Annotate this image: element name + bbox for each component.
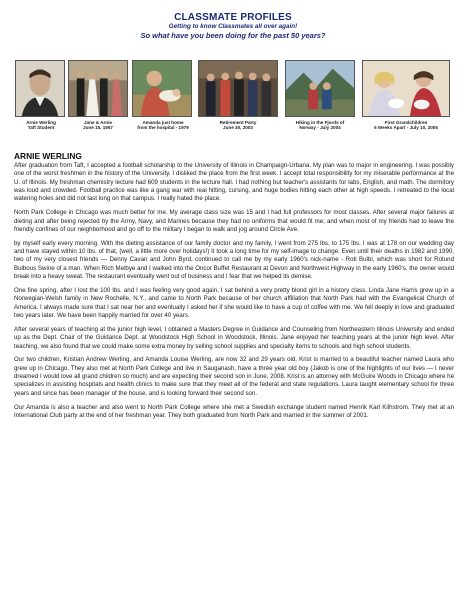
photo-strip <box>11 60 457 142</box>
page-question: So what have you been doing for the past 50 years? <box>140 30 326 40</box>
photo-taft-student <box>15 60 65 117</box>
profile-paragraph: One fine spring, after I lost the 100 lbs. and I was feeling very good again, I sat behind a very pretty blond girl in a history class. Linda Jane Harris grew up in a Norwegian-Welsh family in New Rochelle, N.Y., and came to North Park because of her church affiliation that North Park had with the Evangelical Church of America. I always made sure that I sat near her and eventually I asked her if she would like to have a cup of coffee with me. We fell deeply in love and graduated two years later. We have been happily married for over 40 years. <box>14 286 454 319</box>
profile-body <box>14 151 454 420</box>
photo-grandchildren <box>362 60 450 117</box>
photo-wedding <box>68 60 128 117</box>
photo-amanda-baby <box>132 60 192 117</box>
page-header <box>0 12 466 40</box>
profile-paragraph: North Park College in Chicago was much better for me. My average class size was 15 and I had full professors for most classes. After several major failures at dieting and after being rejected by the Army, Navy, and Marines because they had no uniforms that would fit me; and when most of my friends had to leave the friendly confines of our neighborhood and go off to the military I began to walk and jog around Circle Ave. <box>14 209 454 233</box>
page-title: CLASSMATE PROFILES <box>174 12 292 23</box>
photo-caption: Retirement Party June 30, 2003 <box>219 120 257 131</box>
page-subtitle: Getting to know Classmates all over again! <box>168 23 298 30</box>
photo-caption: Jane & Arnie June 15, 1957 <box>83 120 113 131</box>
profile-paragraph: Our Amanda is also a teacher and also went to North Park College where she met a Swedish exchange student named Henrik Karl Kilhstrom. They met at an International Club party at the end of her freshman year. They both graduated from North Park and married in the summer of 2001. <box>14 403 454 419</box>
photo-caption: Hiking in the Fjords of Norway - July 2004 <box>295 120 345 131</box>
photo-retirement-party <box>198 60 278 117</box>
photo-caption: Amanda just home from the hospital - 1979 <box>137 120 189 131</box>
photo-caption: Arnie Werling Taft Student <box>26 120 56 131</box>
profile-paragraph: After graduation from Taft, I accepted a football scholarship to the University of Illinois in Champaign-Urbana. My plan was to major in engineering. I was possibly one of the worst freshmen in the history of the University. I disliked the place from the first week. I accept total responsibility for my miserable performance at the U. of Illinois. My freshman chemistry lecture had 609 students in the lecture hall. I had nothing but teacher's assistants for labs, English, and math. The dormitory was loud and crowded. Football practice was like a gang war with real hitting, cursing, and huge bodies hitting each other at high speeds. I retreated to the local watering holes and did not last long on that campus. I really hated the place. <box>14 162 454 203</box>
photo-caption: First Grandchildren 6 Weeks Apart - July 10, 2005 <box>374 120 438 131</box>
profile-name: ARNIE WERLING <box>14 151 82 161</box>
profile-paragraph: Our two children, Kristian Andrew Werling, and Amanda Louise Werling, are now 32 and 29 years old. Krist is married to a beautiful teacher named Laura who grew up in Chicago. They also met at North Park College and live in Sauganash, have a three year old boy (Jakob is one of the highlights of our lives — I never dreamed I would love all grand children so much) and are expecting their second son in June, 2008. Krist is an attorney with McGuire Woods in Chicago where he specializes in assisting hospitals and health clinics to make sure that they meet all of the federal and state regulations. Laura taught elementary school for three years and since has been manager of the house, and is looking forward their second son. <box>14 356 454 397</box>
profile-paragraph: by myself early every morning. With the dieting assistance of our family doctor and my family, I went from 275 lbs. to 175 lbs. I was at 178 on our wedding day and have stayed within 10 lbs. of that, (well, a little more over holidays!) It took a long time for my self-image to change. Even until their deaths in 1982 and 1990, two of my very closest friends — Denny Cavan and John Byrd, continued to call me by my early 1960's nick-name - Roti Bulbi, which was short for Rotund Bulbous Swine of a man. When Rich Melbye and I walked into the Oncor Buffet Restaurant at Devon and Northwest Highway in the early 1960's, the owner would break into a heavy sweat. The restaurant eventually went out of business and I fear that we helped its demise. <box>14 239 454 281</box>
photo-norway-hiking <box>285 60 355 117</box>
profile-paragraph: After several years of teaching at the junior high level, I obtained a Masters Degree in Guidance and Counseling from Northeastern Illinois University and ended up as the Dept. Chair of the Guidance Dept. at Woodstock High School in Woodstock, Illinois. Jane enjoyed her teaching years at the junior high level. After teaching, we also found that we could make some extra money by selling school supplies and specialty items to schools and high school students. <box>14 325 454 350</box>
